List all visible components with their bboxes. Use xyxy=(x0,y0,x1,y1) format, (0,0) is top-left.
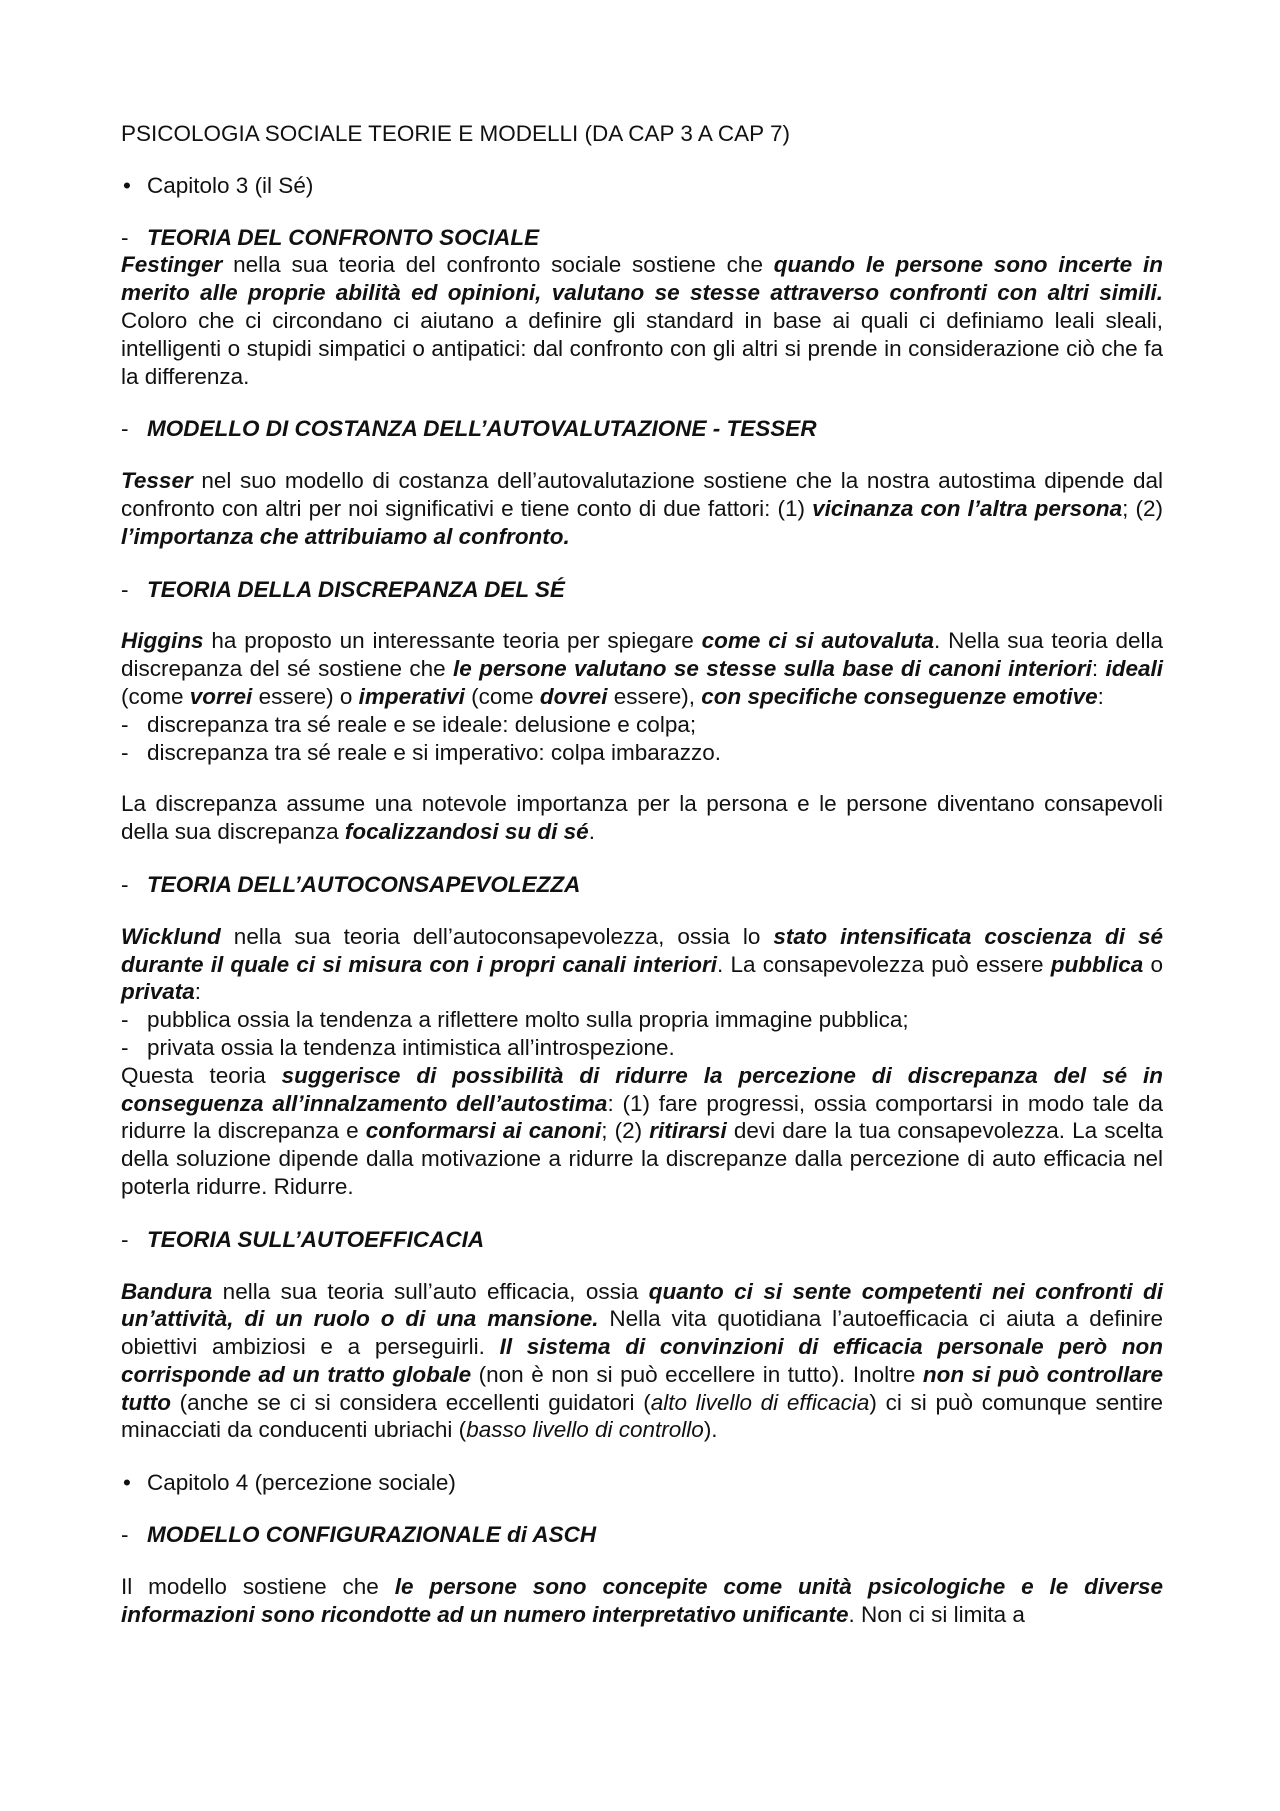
section-paragraph: Il modello sostiene che le persone sono concepite come unità psicologiche e le diverse informazioni sono ricondotte ad un numero interpretativo unificante. Non ci si limita a xyxy=(121,1573,1163,1627)
section-paragraph: Tesser nel suo modello di costanza dell’autovalutazione sostiene che la nostra autostima dipende dal confronto con altri per noi significativi e tiene conto di due fattori: (1) vicinanza con l’altra persona; (2) l’importanza che attribuiamo al confronto. xyxy=(121,468,1163,549)
list-item: - discrepanza tra sé reale e si imperativo: colpa imbarazzo. xyxy=(121,739,722,765)
section-asch xyxy=(121,1521,1163,1628)
section-discrepanza xyxy=(121,576,1163,846)
dash-marker: - xyxy=(121,1007,129,1033)
section-confronto-sociale xyxy=(121,224,1163,391)
dash-marker: - xyxy=(121,224,129,250)
section-paragraph: Wicklund nella sua teoria dell’autoconsapevolezza, ossia lo stato intensificata coscienza di sé durante il quale ci si misura con i propri canali interiori. La consapevolezza può essere pubblica o privata: xyxy=(121,923,1164,1005)
list-item: - discrepanza tra sé reale e se ideale: delusione e colpa; xyxy=(121,711,697,737)
heading-text: MODELLO DI COSTANZA DELL’AUTOVALUTAZIONE - TESSER xyxy=(147,416,817,442)
section-heading xyxy=(121,224,1163,252)
dash-marker: - xyxy=(121,416,129,442)
heading-text: MODELLO CONFIGURAZIONALE di ASCH xyxy=(147,1522,597,1548)
list-item: - privata ossia la tendenza intimistica all’introspezione. xyxy=(121,1034,675,1060)
section-heading xyxy=(121,576,1163,604)
heading-text: TEORIA DELL’AUTOCONSAPEVOLEZZA xyxy=(147,871,581,897)
section-heading xyxy=(121,1226,1163,1254)
document-title: PSICOLOGIA SOCIALE TEORIE E MODELLI (DA CAP 3 A CAP 7) xyxy=(121,121,791,146)
section-paragraph: Higgins ha proposto un interessante teoria per spiegare come ci si autovaluta. Nella sua teoria della discrepanza del sé sostiene che le persone valutano se stesse sulla base di canoni interiori: ideali (come vorrei essere) o imperativi (come dovrei essere), con specifiche conseguenze emotive: xyxy=(121,628,1163,709)
section-paragraph: Bandura nella sua teoria sull’auto efficacia, ossia quanto ci si sente competenti nei confronti di un’attività, di un ruolo o di una mansione. Nella vita quotidiana l’autoefficacia ci aiuta a definire obiettivi ambiziosi e a perseguirli. Il sistema di convinzioni di efficacia personale però non corrisponde ad un tratto globale (non è non si può eccellere in tutto). Inoltre non si può controllare tutto (anche se ci si considera eccellenti guidatori (alto livello di efficacia) ci si può comunque sentire minacciati da conducenti ubriachi (basso livello di controllo). xyxy=(121,1278,1163,1443)
heading-text: TEORIA DELLA DISCREPANZA DEL SÉ xyxy=(147,576,565,602)
section-autoconsapevolezza xyxy=(121,871,1163,1201)
list-item: - pubblica ossia la tendenza a riflettere molto sulla propria immagine pubblica; xyxy=(121,1007,909,1033)
section-autoefficacia xyxy=(121,1226,1163,1445)
dash-marker: - xyxy=(121,576,129,602)
section-paragraph: Festinger nella sua teoria del confronto sociale sostiene che quando le persone sono incerte in merito alle proprie abilità ed opinioni, valutano se stesse attraverso confronti con altri simili. Coloro che ci circondano ci aiutano a definire gli standard in base ai quali ci definiamo leali sleali, intelligenti o stupidi simpatici o antipatici: dal confronto con gli altri si prende in considerazione ciò che fa la differenza. xyxy=(121,252,1163,389)
heading-text: TEORIA SULL’AUTOEFFICACIA xyxy=(147,1226,485,1252)
dash-marker: - xyxy=(121,711,129,737)
chapter-4-bullet: • Capitolo 4 (percezione sociale) xyxy=(121,1469,1163,1497)
heading-text: TEORIA DEL CONFRONTO SOCIALE xyxy=(147,224,540,250)
section-heading xyxy=(121,415,1163,443)
chapter-3-bullet: • Capitolo 3 (il Sé) xyxy=(121,172,1163,200)
dash-marker: - xyxy=(121,739,129,765)
section-tesser xyxy=(121,415,1163,550)
section-paragraph: Questa teoria suggerisce di possibilità di ridurre la percezione di discrepanza del sé in conseguenza all’innalzamento dell’autostima: (1) fare progressi, ossia comportarsi in modo tale da ridurre la discrepanza e conformarsi ai canoni; (2) ritirarsi devi dare la tua consapevolezza. La scelta della soluzione dipende dalla motivazione a ridurre la discrepanze dalla percezione di auto efficacia nel poterla ridurre. Ridurre. xyxy=(121,1062,1163,1199)
section-heading xyxy=(121,871,1163,899)
dash-marker: - xyxy=(121,871,129,897)
dash-marker: - xyxy=(121,1522,129,1548)
section-heading xyxy=(121,1521,1163,1549)
dash-marker: - xyxy=(121,1034,129,1060)
section-paragraph: La discrepanza assume una notevole importanza per la persona e le persone diventano consapevoli della sua discrepanza focalizzandosi su di sé. xyxy=(121,791,1163,845)
dash-marker: - xyxy=(121,1226,129,1252)
